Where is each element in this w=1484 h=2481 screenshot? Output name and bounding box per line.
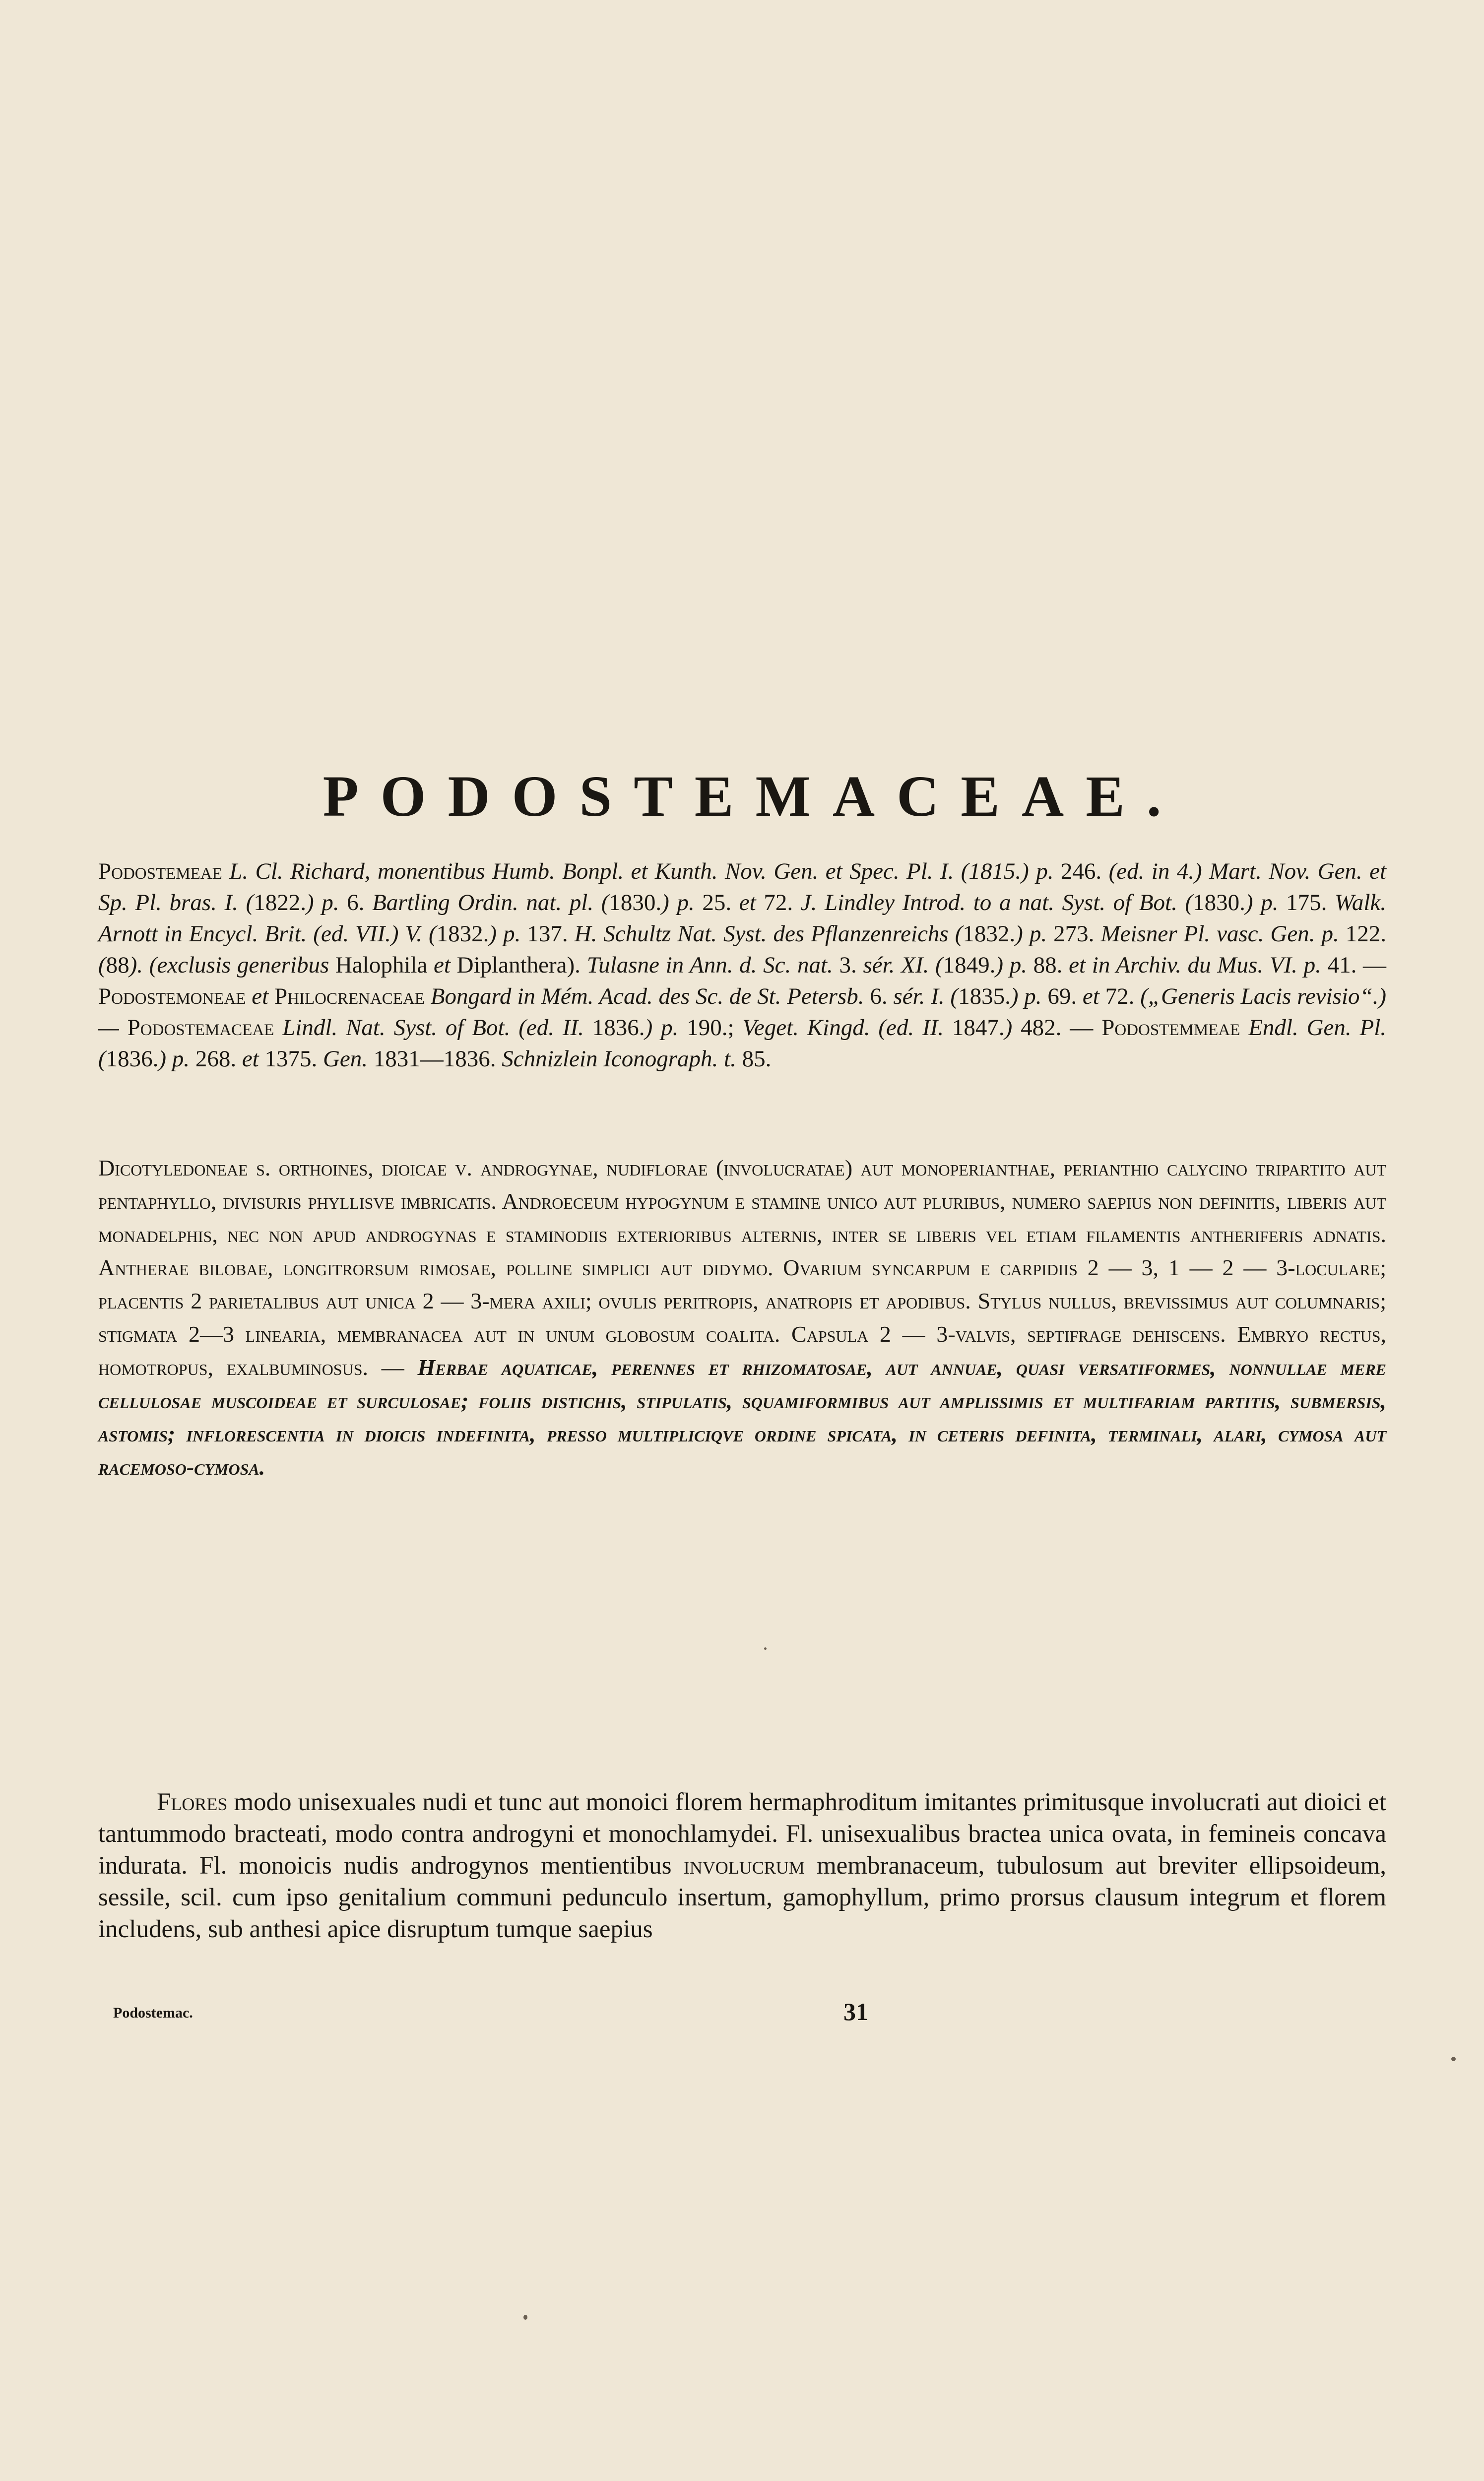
paper-speck bbox=[764, 1647, 767, 1650]
habit-text: Herbae aquaticae, perennes et rhizomatosae, aut annuae, quasi versatiformes, nonnullae mere cellulosae muscoideae et surculosae; foliis distichis, stipulatis, squamiformibus aut amplissimis et multifariam partitis, submersis, astomis; inflorescentia in dioicis indefinita, presso multipliciqve ordine spicata, in ceteris definita, terminali, alari, cymosa aut racemoso-cymosa. bbox=[98, 1355, 1387, 1480]
synonymy-run: 72. bbox=[756, 890, 801, 915]
synonymy-run: Gen. bbox=[323, 1046, 368, 1072]
synonymy-run: 190.; bbox=[678, 1015, 743, 1041]
synonymy-run: ) bbox=[1004, 1015, 1013, 1041]
synonymy-run: Bartling Ordin. nat. pl. ( bbox=[372, 890, 609, 915]
synonymy-run: et bbox=[739, 890, 756, 915]
synonymy-run: 1836. bbox=[106, 1046, 159, 1072]
flores-paragraph bbox=[98, 1786, 1386, 1945]
synonymy-run: L. Cl. Richard, monentibus Humb. Bonpl. et Kunth. Nov. Gen. et Spec. Pl. I. (1815.) p. bbox=[229, 858, 1054, 884]
synonymy-run: Tulasne in Ann. d. Sc. nat. bbox=[586, 952, 833, 978]
page-title: PODOSTEMACEAE. bbox=[323, 764, 1183, 829]
synonymy-run: 273. bbox=[1047, 921, 1101, 947]
synonymy-run: Diplanthera). bbox=[450, 952, 587, 978]
synonymy-run: ) p. bbox=[1245, 890, 1279, 915]
synonymy-run: sér. XI. ( bbox=[863, 952, 943, 978]
synonymy-run: Philocrenaceae bbox=[274, 983, 431, 1009]
synonymy-run: (ed. in 4.) Mart. Nov. Gen. et Sp. Pl. bras. I. ( bbox=[98, 858, 1387, 915]
synonymy-run: 1375. bbox=[258, 1046, 323, 1072]
synonymy-run: 1847. bbox=[944, 1015, 1005, 1041]
synonymy-run: Meisner Pl. vasc. Gen. p. bbox=[1100, 921, 1339, 947]
synonymy-run: 25. bbox=[694, 890, 739, 915]
synonymy-run: et bbox=[242, 1046, 259, 1072]
synonymy-run: et bbox=[434, 952, 451, 978]
synonymy-run: 268. bbox=[190, 1046, 242, 1072]
paper-speck bbox=[523, 2315, 527, 2320]
flores-lead: Flores bbox=[157, 1788, 228, 1816]
synonymy-paragraph bbox=[98, 856, 1386, 1075]
diagnosis-paragraph bbox=[98, 1151, 1386, 1484]
synonymy-run: 1836. bbox=[583, 1015, 645, 1041]
synonymy-run: 482. — bbox=[1012, 1015, 1102, 1041]
synonymy-run: 41. — bbox=[1321, 952, 1387, 978]
synonymy-run: („Generis Lacis revisio“.) — bbox=[98, 983, 1386, 1041]
synonymy-run: Podostemeae bbox=[98, 858, 230, 884]
synonymy-run: 1835. bbox=[958, 983, 1011, 1009]
synonymy-run: 1830. bbox=[609, 890, 662, 915]
synonymy-run: ( bbox=[98, 952, 106, 978]
synonymy-run: et bbox=[252, 983, 275, 1009]
synonymy-run: 122. bbox=[1339, 921, 1387, 947]
synonymy-run: 137. bbox=[520, 921, 575, 947]
synonymy-run: 6. bbox=[864, 983, 894, 1009]
synonymy-run: ) p. bbox=[489, 921, 521, 947]
synonymy-run: Endl. Gen. Pl. ( bbox=[98, 1015, 1387, 1072]
synonymy-run: et in Archiv. du Mus. VI. p. bbox=[1069, 952, 1321, 978]
synonymy-run: ) p. bbox=[661, 890, 695, 915]
synonymy-run: Podostemoneae bbox=[98, 983, 252, 1009]
synonymy-run: sér. I. ( bbox=[893, 983, 959, 1009]
synonymy-run: ) p. bbox=[995, 952, 1027, 978]
synonymy-run: ) p. bbox=[1015, 921, 1047, 947]
synonymy-run: Veget. Kingd. (ed. II. bbox=[742, 1015, 944, 1041]
synonymy-run: 1831—1836. bbox=[368, 1046, 502, 1072]
page-number: 31 bbox=[843, 1998, 868, 2025]
synonymy-run: 85. bbox=[736, 1046, 772, 1072]
synonymy-run: Bongard in Mém. Acad. des Sc. de St. Petersb. bbox=[430, 983, 864, 1009]
synonymy-run: 6. bbox=[339, 890, 373, 915]
synonymy-run: Schnizlein Iconograph. t. bbox=[502, 1046, 736, 1072]
synonymy-run: ) p. bbox=[1010, 983, 1042, 1009]
synonymy-run: ) p. bbox=[158, 1046, 190, 1072]
flores-involucrum: involucrum bbox=[683, 1852, 805, 1880]
synonymy-run: 72. bbox=[1099, 983, 1141, 1009]
paper-speck bbox=[1451, 2057, 1456, 2061]
synonymy-run: H. Schultz Nat. Syst. des Pflanzenreichs ( bbox=[574, 921, 963, 947]
synonymy-run: Podostemmeae bbox=[1101, 1015, 1249, 1041]
synonymy-run: 3. bbox=[833, 952, 863, 978]
synonymy-run: Podostemaceae bbox=[127, 1015, 283, 1041]
flores-text-1: modo unisexuales nudi et tunc aut monoici florem hermaphroditum imitantes primitusque involucrati aut dioici et tantummodo bracteati, modo contra androgyni et monochlamydei. Fl. unisexualibus bractea unica ovata, in femineis concava indurata. Fl. monoicis nudis androgynos mentientibus bbox=[98, 1788, 1386, 1880]
synonymy-run: J. Lindley Introd. to a nat. Syst. of Bot. ( bbox=[800, 890, 1193, 915]
synonymy-run: 1849. bbox=[943, 952, 996, 978]
synonymy-run: 69. bbox=[1041, 983, 1083, 1009]
diagnosis-text: Dicotyledoneae s. orthoines, dioicae v. androgynae, nudiflorae (involucratae) aut monoperianthae, perianthio calycino tripartito aut pentaphyllo, divisuris phyllisve imbricatis. Androeceum hypogynum e stamine unico aut pluribus, numero saepius non definitis, liberis aut monadelphis, nec non apud androgynas e staminodiis exterioribus alternis, inter se liberis vel etiam filamentis antheriferis adnatis. Antherae bilobae, longitrorsum rimosae, polline simplici aut didymo. Ovarium syncarpum e carpidiis 2 — 3, 1 — 2 — 3-loculare; placentis 2 parietalibus aut unica 2 — 3-mera axili; ovulis peritropis, anatropis et apodibus. Stylus nullus, brevissimus aut columnaris; stigmata 2—3 linearia, membranacea aut in unum globosum coalita. Capsula 2 — 3-valvis, septifrage dehiscens. Embryo rectus, homotropus, exalbuminosus. — bbox=[98, 1155, 1386, 1380]
synonymy-run: 88. bbox=[1027, 952, 1069, 978]
synonymy-run: 246. bbox=[1053, 858, 1109, 884]
synonymy-run: Halophila bbox=[335, 952, 434, 978]
synonymy-run: 1822. bbox=[254, 890, 306, 915]
synonymy-run: ) p. bbox=[306, 890, 339, 915]
synonymy-run: 175. bbox=[1278, 890, 1335, 915]
synonymy-run: ) p. bbox=[645, 1015, 679, 1041]
synonymy-run: Lindl. Nat. Syst. of Bot. (ed. II. bbox=[282, 1015, 584, 1041]
synonymy-run: ). (exclusis generibus bbox=[129, 952, 335, 978]
synonymy-run: 88 bbox=[106, 952, 129, 978]
synonymy-run: 1832. bbox=[436, 921, 489, 947]
synonymy-run: 1830. bbox=[1193, 890, 1245, 915]
footer-signature: Podostemac. bbox=[113, 2005, 193, 2021]
synonymy-run: 1832. bbox=[963, 921, 1016, 947]
synonymy-run: Walk. Arnott in Encycl. Brit. (ed. VII.) V. ( bbox=[98, 890, 1387, 947]
flores-text-2: membranaceum, tubulosum aut breviter ellipsoideum, sessile, scil. cum ipso genitalium communi pedunculo insertum, gamophyllum, primo prorsus clausum integrum et florem includens, sub anthesi apice disruptum tumque saepius bbox=[98, 1852, 1386, 1943]
synonymy-run: et bbox=[1082, 983, 1099, 1009]
